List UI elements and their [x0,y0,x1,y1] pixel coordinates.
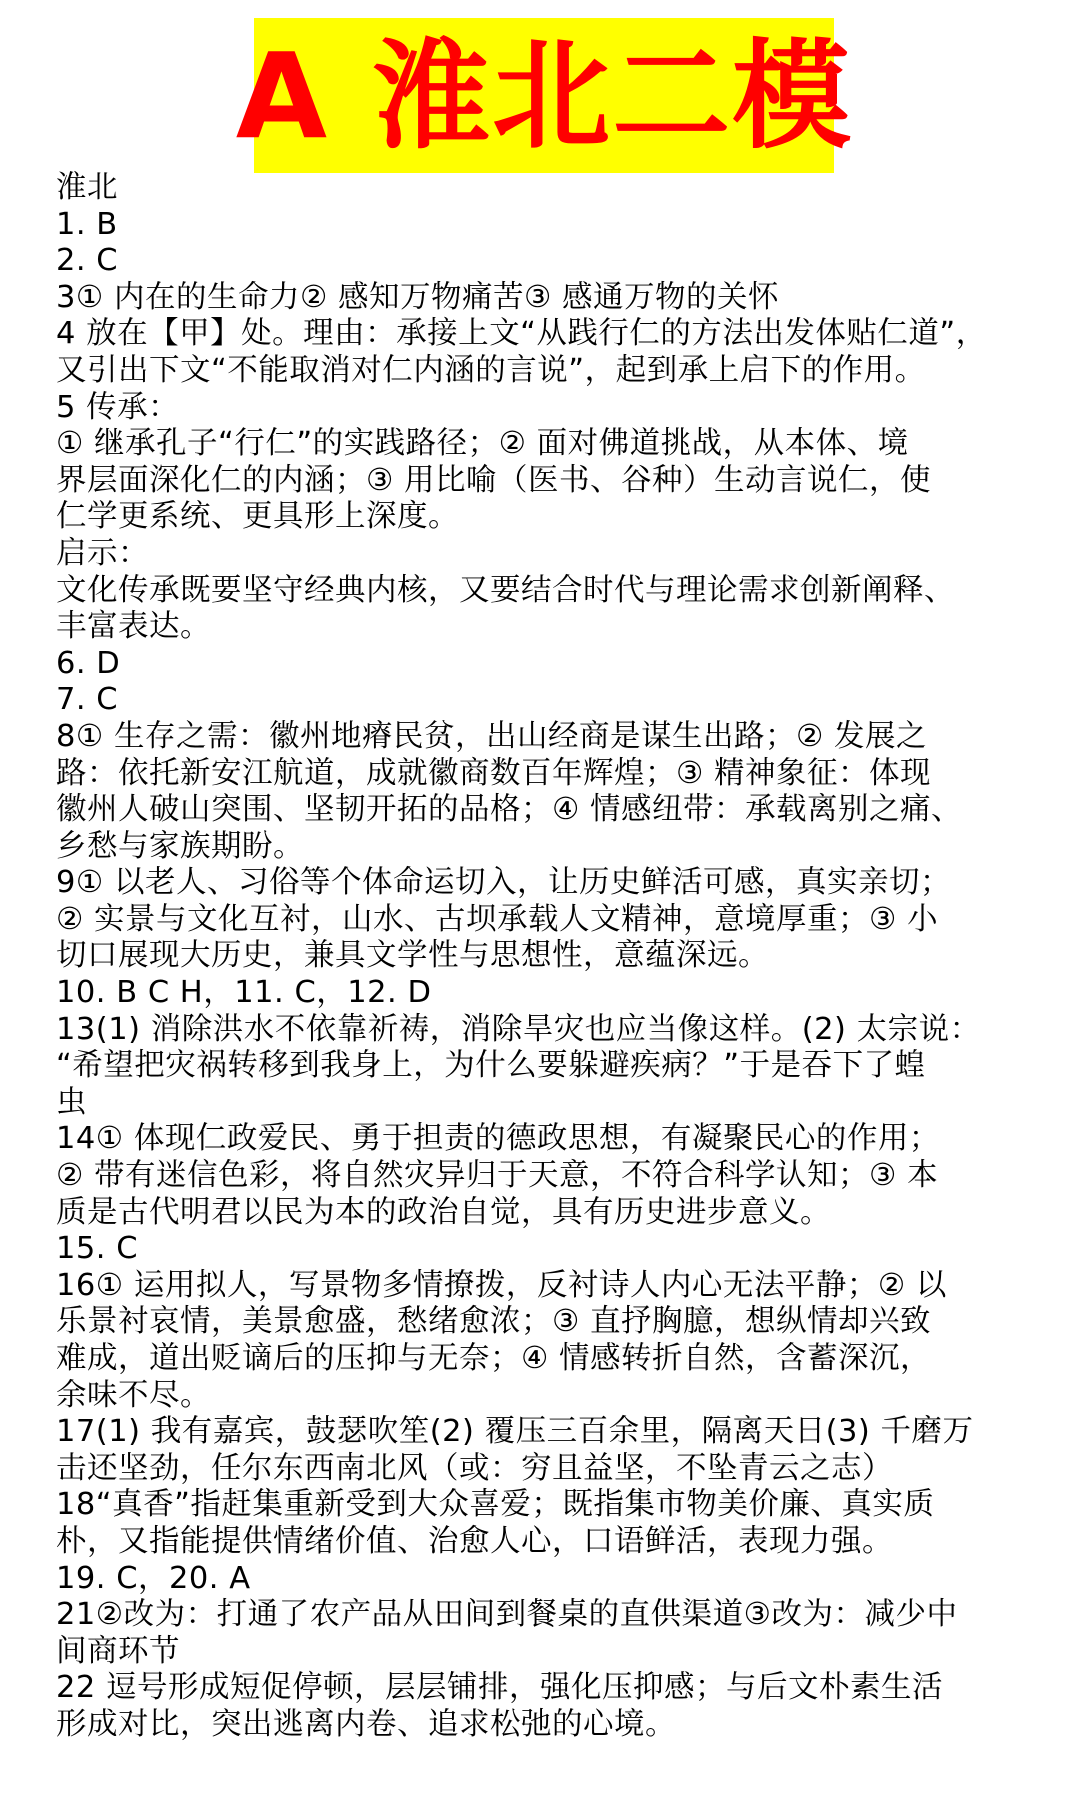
page-title: A 淮北二模 [235,26,853,165]
answer-line: 5 传承： [56,389,180,425]
answer-line: 仁学更系统、更具形上深度。 [56,499,459,535]
answer-line: ② 实景与文化互衬，山水、古坝承载人文精神，意境厚重；③ 小 [56,901,939,937]
answer-line: 19. C，20. A [56,1560,251,1596]
answer-line: 7. C [56,682,119,718]
answer-line: 又引出下文“不能取消对仁内涵的言说”，起到承上启下的作用。 [56,352,926,388]
answer-line: 9① 以老人、习俗等个体命运切入，让历史鲜活可感，真实亲切； [56,865,951,901]
answer-line: 2. C [56,243,119,279]
answer-line: 22 逗号形成短促停顿，层层铺排，强化压抑感；与后文朴素生活 [56,1670,944,1706]
answer-line: 16① 运用拟人，写景物多情撩拨，反衬诗人内心无法平静；② 以 [56,1267,947,1303]
answer-line: 虫 [56,1084,87,1120]
answer-line: 余味不尽。 [56,1377,211,1413]
answer-line: 路：依托新安江航道，成就徽商数百年辉煌；③ 精神象征：体现 [56,755,932,791]
answer-line: 3① 内在的生命力② 感知万物痛苦③ 感通万物的关怀 [56,279,780,315]
answer-line: 文化传承既要坚守经典内核，又要结合时代与理论需求创新阐释、 [56,572,955,608]
answer-line: 15. C [56,1231,138,1267]
title-banner [235,18,853,173]
answer-line: ② 带有迷信色彩，将自然灾异归于天意，不符合科学认知；③ 本 [56,1158,939,1194]
answer-line: 丰富表达。 [56,609,211,645]
section-heading: 淮北 [56,170,118,205]
answer-line: 启示： [56,535,149,571]
answer-line: 13(1) 消除洪水不依靠祈祷，消除旱灾也应当像这样。(2) 太宗说： [56,1011,981,1047]
answer-line: 乡愁与家族期盼。 [56,828,304,864]
answer-line: 10. B C H，11. C，12. D [56,975,432,1011]
answer-line: 质是古代明君以民为本的政治自觉，具有历史进步意义。 [56,1194,831,1230]
answer-line: 界层面深化仁的内涵；③ 用比喻（医书、谷种）生动言说仁，使 [56,462,932,498]
answer-line: 8① 生存之需：徽州地瘠民贫，出山经商是谋生出路；② 发展之 [56,718,927,754]
answer-line: 间商环节 [56,1633,180,1669]
answer-line: 18“真香”指赶集重新受到大众喜爱；既指集市物美价廉、真实质 [56,1487,935,1523]
answer-line: 切口展现大历史，兼具文学性与思想性，意蕴深远。 [56,938,769,974]
answer-content [56,170,1046,1744]
answer-line: 4 放在【甲】处。理由：承接上文“从践行仁的方法出发体贴仁道”， [56,316,987,352]
answer-line: 17(1) 我有嘉宾，鼓瑟吹笙(2) 覆压三百余里，隔离天日(3) 千磨万 [56,1414,974,1450]
answer-line: 1. B [56,206,118,242]
answer-line: 形成对比，突出逃离内卷、追求松弛的心境。 [56,1706,676,1742]
answer-line: 21②改为：打通了农产品从田间到餐桌的直供渠道③改为：减少中 [56,1597,958,1633]
answer-line: 难成，道出贬谪后的压抑与无奈；④ 情感转折自然，含蓄深沉， [56,1341,932,1376]
answer-line: 朴，又指能提供情绪价值、治愈人心，口语鲜活，表现力强。 [56,1523,893,1559]
answer-line: 6. D [56,645,121,681]
answer-line: ① 继承孔子“行仁”的实践路径；② 面对佛道挑战，从本体、境 [56,426,909,462]
answer-line: 徽州人破山突围、坚韧开拓的品格；④ 情感纽带：承载离别之痛、 [56,792,963,828]
answer-line: 14① 体现仁政爱民、勇于担责的德政思想，有凝聚民心的作用； [56,1121,940,1157]
answer-line: 乐景衬哀情，美景愈盛，愁绪愈浓；③ 直抒胸臆，想纵情却兴致 [56,1304,932,1340]
answer-line: “希望把灾祸转移到我身上，为什么要躲避疾病？”于是吞下了蝗 [56,1048,926,1084]
answer-line: 击还坚劲，任尔东西南北风（或：穷且益坚，不坠青云之志） [56,1450,893,1486]
